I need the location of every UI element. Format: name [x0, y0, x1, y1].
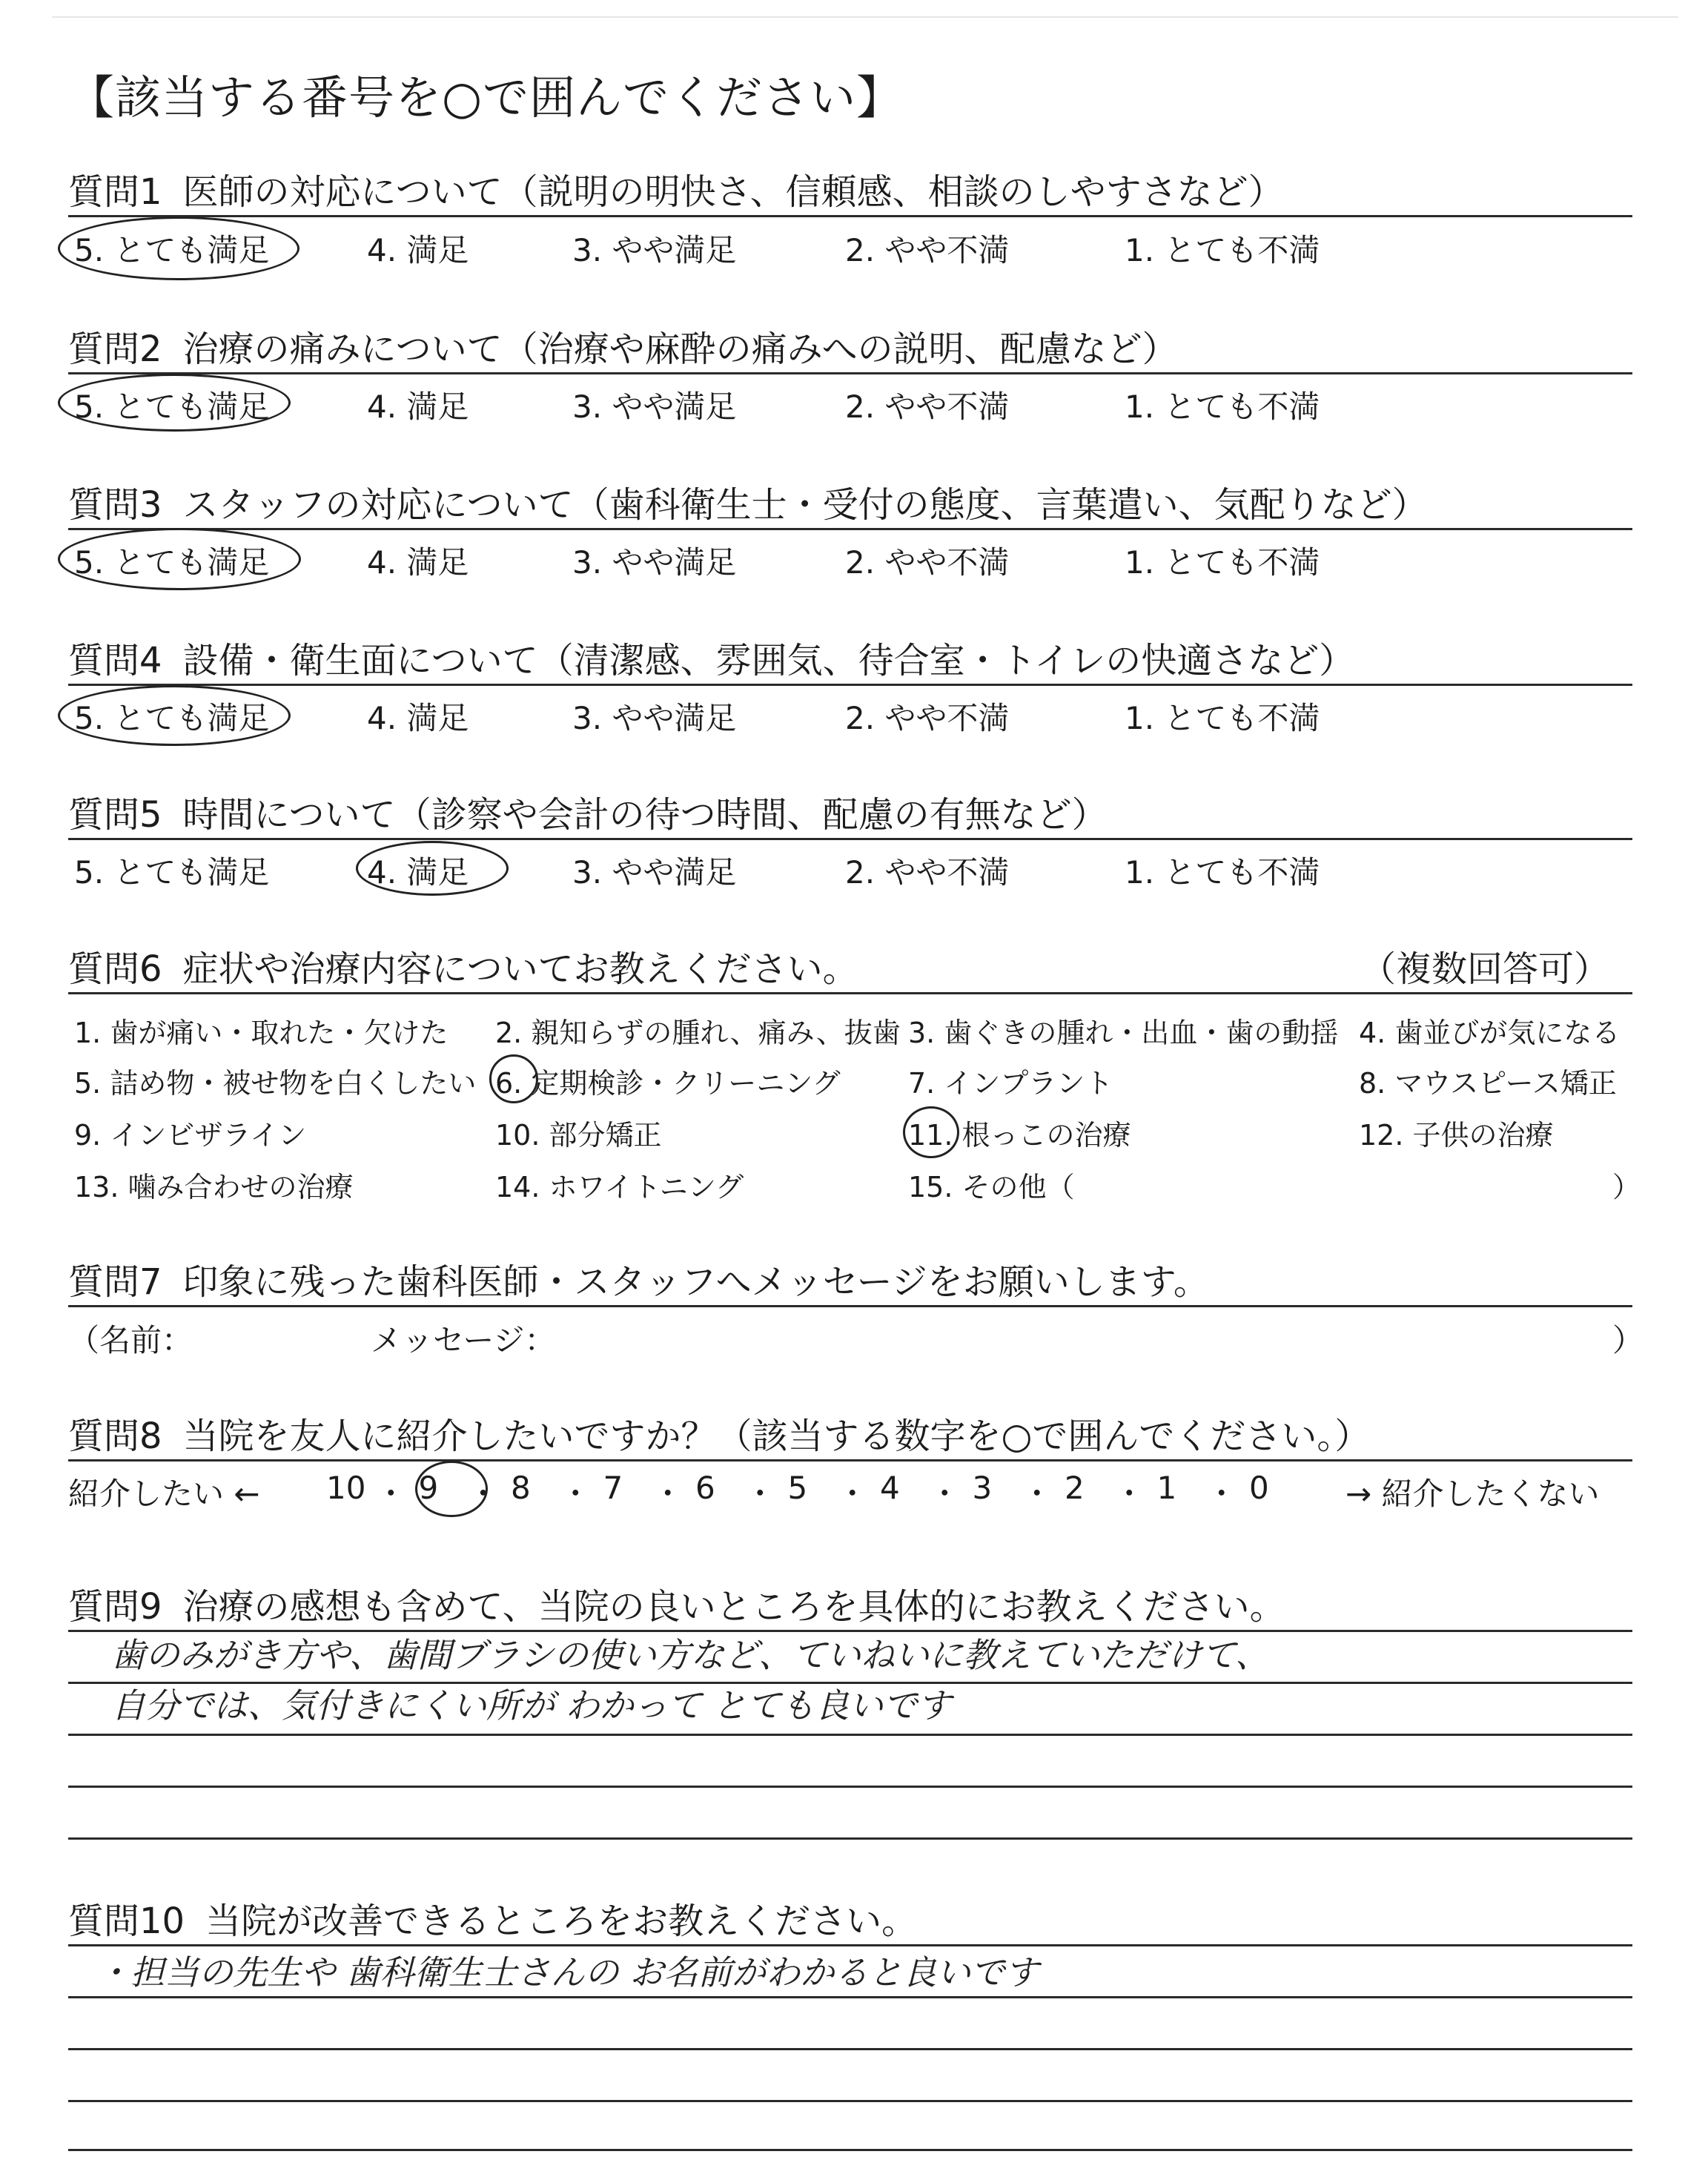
q9-number: 質問9 — [68, 1586, 162, 1628]
q6-rule — [68, 992, 1632, 994]
q6-opt-15[interactable]: 15. その他（ — [908, 1171, 1075, 1203]
q7-rule — [68, 1305, 1632, 1307]
q3-opt-1[interactable]: 1. とても不満 — [1125, 544, 1320, 581]
q2-rule — [68, 372, 1632, 374]
q3-rule — [68, 528, 1632, 530]
q7-number: 質問7 — [68, 1261, 162, 1303]
q6-title — [68, 940, 858, 991]
q3-selection-circle — [58, 528, 301, 590]
q2-text: 治療の痛みについて（治療や麻酔の痛みへの説明、配慮など） — [182, 328, 1178, 370]
q1-opt-5[interactable]: 5. とても満足 — [74, 232, 270, 268]
q8-right-label: → 紹介したくない — [1345, 1476, 1600, 1512]
q4-selection-circle — [58, 685, 291, 746]
q1-title — [68, 163, 1284, 214]
q8-scale-separator: ・ — [560, 1476, 592, 1512]
q8-scale-5[interactable]: 5 — [787, 1470, 808, 1506]
q5-text: 時間について（診察や会計の待つ時間、配慮の有無など） — [182, 794, 1108, 836]
q6-opt-10[interactable]: 10. 部分矯正 — [495, 1119, 662, 1152]
q2-number: 質問2 — [68, 328, 162, 370]
q10-answer-line-1[interactable]: ・担当の先生や 歯科衛生士さんの お名前がわかると良いです — [96, 1952, 1039, 1992]
q8-scale-6[interactable]: 6 — [695, 1470, 715, 1506]
q7-close-paren: ） — [1612, 1322, 1644, 1358]
q2-opt-1[interactable]: 1. とても不満 — [1125, 389, 1320, 425]
q3-opt-5[interactable]: 5. とても満足 — [74, 544, 270, 581]
q5-selection-circle — [356, 841, 509, 896]
q6-opt-5[interactable]: 5. 詰め物・被せ物を白くしたい — [74, 1067, 477, 1100]
q8-text: 当院を友人に紹介したいですか？（該当する数字を○で囲んでください。） — [182, 1416, 1371, 1457]
q7-name-label: （名前： — [68, 1322, 193, 1358]
q8-scale-separator: ・ — [652, 1476, 683, 1512]
q8-scale-separator: ・ — [375, 1476, 407, 1512]
q8-scale-separator: ・ — [1205, 1476, 1237, 1512]
q6-note: （複数回答可） — [1360, 948, 1610, 990]
q10-rule-2 — [68, 1996, 1632, 1998]
q8-scale-separator: ・ — [744, 1476, 776, 1512]
q8-left-label: 紹介したい ← — [68, 1476, 260, 1512]
q1-number: 質問1 — [68, 171, 162, 213]
q8-scale-separator: ・ — [929, 1476, 961, 1512]
q9-rule-5 — [68, 1837, 1632, 1840]
q8-scale-10[interactable]: 10 — [326, 1470, 366, 1506]
q6-opt-13[interactable]: 13. 噛み合わせの治療 — [74, 1171, 354, 1203]
q4-opt-5[interactable]: 5. とても満足 — [74, 700, 270, 736]
q2-opt-5[interactable]: 5. とても満足 — [74, 389, 270, 425]
q4-opt-4[interactable]: 4. 満足 — [367, 700, 469, 736]
q6-opt-3[interactable]: 3. 歯ぐきの腫れ・出血・歯の動揺 — [908, 1017, 1339, 1049]
q6-opt-1[interactable]: 1. 歯が痛い・取れた・欠けた — [74, 1017, 448, 1049]
q5-rule — [68, 838, 1632, 840]
q9-answer-line-1[interactable]: 歯のみがき方や、歯間ブラシの使い方など、ていねいに教えていただけて、 — [111, 1635, 1270, 1675]
q6-opt-6[interactable]: 6. 定期検診・クリーニング — [495, 1067, 841, 1100]
q1-opt-2[interactable]: 2. やや不満 — [845, 232, 1010, 268]
q1-opt-3[interactable]: 3. やや満足 — [572, 232, 737, 268]
q8-scale-separator: ・ — [1021, 1476, 1053, 1512]
q8-scale-4[interactable]: 4 — [880, 1470, 900, 1506]
q5-number: 質問5 — [68, 794, 162, 836]
q9-rule-3 — [68, 1734, 1632, 1736]
q8-scale-3[interactable]: 3 — [972, 1470, 993, 1506]
q7-text: 印象に残った歯科医師・スタッフへメッセージをお願いします。 — [182, 1261, 1209, 1303]
q8-scale-9[interactable]: 9 — [418, 1470, 439, 1506]
q8-scale-separator: ・ — [1113, 1476, 1145, 1512]
q6-text: 症状や治療内容についてお教えください。 — [182, 948, 858, 990]
q1-opt-1[interactable]: 1. とても不満 — [1125, 232, 1320, 268]
q3-opt-2[interactable]: 2. やや不満 — [845, 544, 1010, 581]
q8-title — [68, 1407, 1370, 1459]
q6-opt-2[interactable]: 2. 親知らずの腫れ、痛み、抜歯 — [495, 1017, 901, 1049]
q6-selection-circle-6 — [489, 1054, 538, 1103]
q10-rule-4 — [68, 2100, 1632, 2102]
q2-opt-3[interactable]: 3. やや満足 — [572, 389, 737, 425]
q8-scale-0[interactable]: 0 — [1249, 1470, 1269, 1506]
q4-opt-2[interactable]: 2. やや不満 — [845, 700, 1010, 736]
q2-title — [68, 320, 1178, 371]
q10-number: 質問10 — [68, 1900, 185, 1942]
q6-number: 質問6 — [68, 948, 162, 990]
q6-opt-7[interactable]: 7. インプラント — [908, 1067, 1113, 1100]
q8-scale-separator: ・ — [836, 1476, 868, 1512]
q5-opt-1[interactable]: 1. とても不満 — [1125, 854, 1320, 891]
q6-opt-12[interactable]: 12. 子供の治療 — [1359, 1119, 1554, 1152]
q5-opt-4[interactable]: 4. 満足 — [367, 854, 469, 891]
page-heading: 【該当する番号を○で囲んでください】 — [68, 70, 904, 125]
q2-opt-4[interactable]: 4. 満足 — [367, 389, 469, 425]
q9-text: 治療の感想も含めて、当院の良いところを具体的にお教えください。 — [182, 1586, 1285, 1628]
q8-rule — [68, 1459, 1632, 1462]
q3-opt-3[interactable]: 3. やや満足 — [572, 544, 737, 581]
q1-selection-circle — [58, 217, 299, 280]
q3-opt-4[interactable]: 4. 満足 — [367, 544, 469, 581]
q10-title — [68, 1892, 917, 1943]
q7-message-label: メッセージ： — [371, 1322, 556, 1358]
q1-opt-4[interactable]: 4. 満足 — [367, 232, 469, 268]
q2-selection-circle — [58, 374, 291, 432]
q8-scale-8[interactable]: 8 — [511, 1470, 531, 1506]
q8-selection-circle — [415, 1461, 488, 1517]
q5-opt-5[interactable]: 5. とても満足 — [74, 854, 270, 891]
q3-text: スタッフの対応について（歯科衛生士・受付の態度、言葉遣い、気配りなど） — [182, 484, 1428, 526]
q7-title — [68, 1253, 1209, 1304]
q6-opt-8[interactable]: 8. マウスピース矯正 — [1359, 1067, 1617, 1100]
q4-text: 設備・衛生面について（清潔感、雰囲気、待合室・トイレの快適さなど） — [182, 640, 1355, 681]
q5-opt-3[interactable]: 3. やや満足 — [572, 854, 737, 891]
q8-scale-separator: ・ — [467, 1476, 499, 1512]
q4-opt-1[interactable]: 1. とても不満 — [1125, 700, 1320, 736]
q5-title — [68, 786, 1108, 837]
q2-opt-2[interactable]: 2. やや不満 — [845, 389, 1010, 425]
q10-rule-5 — [68, 2149, 1632, 2151]
q3-number: 質問3 — [68, 484, 162, 526]
q6-opt-11[interactable]: 11. 根っこの治療 — [908, 1119, 1131, 1152]
q6-opt-4[interactable]: 4. 歯並びが気になる — [1359, 1017, 1621, 1049]
q8-number: 質問8 — [68, 1416, 162, 1457]
q6-opt-14[interactable]: 14. ホワイトニング — [495, 1171, 744, 1203]
q6-opt-9[interactable]: 9. インビザライン — [74, 1119, 307, 1152]
q1-text: 医師の対応について（説明の明快さ、信頼感、相談のしやすさなど） — [182, 171, 1284, 213]
q1-rule — [68, 215, 1632, 217]
q9-rule-4 — [68, 1786, 1632, 1788]
q6-selection-circle-11 — [903, 1106, 959, 1158]
q3-title — [68, 476, 1428, 527]
top-edge-line — [52, 16, 1678, 18]
q4-rule — [68, 684, 1632, 686]
q8-scale-1[interactable]: 1 — [1156, 1470, 1177, 1506]
q4-title — [68, 632, 1354, 683]
q8-scale-7[interactable]: 7 — [603, 1470, 623, 1506]
q4-number: 質問4 — [68, 640, 162, 681]
q5-opt-2[interactable]: 2. やや不満 — [845, 854, 1010, 891]
q9-title — [68, 1578, 1285, 1629]
q4-opt-3[interactable]: 3. やや満足 — [572, 700, 737, 736]
q10-text: 当院が改善できるところをお教えください。 — [205, 1900, 918, 1942]
q6-opt-15-close: ） — [1612, 1171, 1641, 1203]
q8-scale-2[interactable]: 2 — [1065, 1470, 1085, 1506]
q10-rule-3 — [68, 2048, 1632, 2050]
q9-answer-line-2[interactable]: 自分では、気付きにくい所が わかって とても良いです — [111, 1685, 952, 1725]
